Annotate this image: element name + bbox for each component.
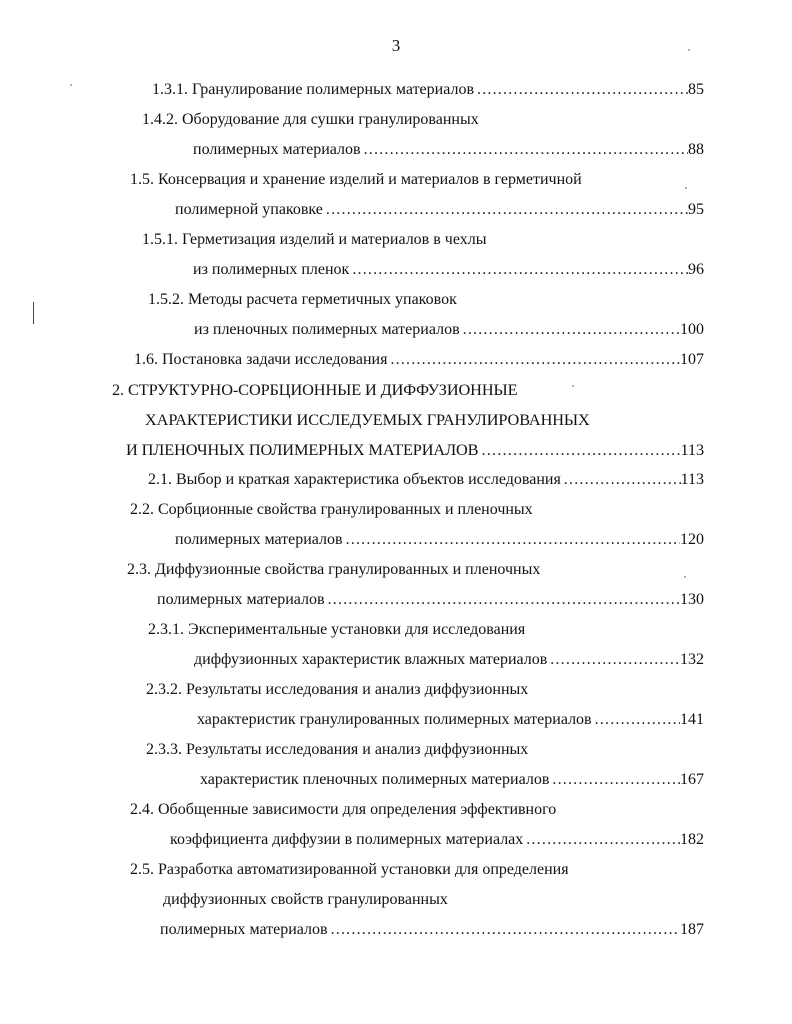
leader-dots bbox=[474, 78, 688, 102]
scan-speck bbox=[70, 84, 72, 86]
toc-entry[interactable] bbox=[142, 228, 486, 252]
toc-entry-title: диффузионных характеристик влажных материалов bbox=[194, 651, 548, 668]
scan-speck bbox=[684, 576, 686, 578]
toc-entry[interactable] bbox=[175, 198, 704, 222]
toc-entry-title: 1.5.1. Герметизация изделий и материалов в чехлы bbox=[142, 231, 487, 248]
toc-entry-title: полимерных материалов bbox=[160, 921, 328, 938]
toc-entry-title: полимерных материалов bbox=[193, 141, 361, 158]
toc-entry-page: 141 bbox=[680, 711, 704, 728]
toc-entry-title: полимерной упаковке bbox=[175, 201, 323, 218]
leader-dots bbox=[328, 918, 680, 942]
scan-speck bbox=[572, 385, 574, 387]
toc-entry-title: 1.6. Постановка задачи исследования bbox=[134, 351, 388, 368]
toc-entry[interactable] bbox=[146, 738, 528, 762]
toc-entry-page: 182 bbox=[680, 831, 704, 848]
leader-dots bbox=[361, 138, 688, 162]
toc-entry-title: 2.2. Сорбционные свойства гранулированных и пленочных bbox=[130, 501, 533, 518]
leader-dots bbox=[387, 348, 680, 372]
toc-entry-title: 1.4.2. Оборудование для сушки гранулированных bbox=[142, 111, 479, 128]
page-number: 3 bbox=[391, 36, 401, 55]
toc-entry[interactable] bbox=[170, 828, 704, 852]
toc-chapter-heading[interactable] bbox=[126, 438, 704, 462]
toc-entry[interactable] bbox=[194, 648, 704, 672]
toc-entry-title: И ПЛЕНОЧНЫХ ПОЛИМЕРНЫХ МАТЕРИАЛОВ bbox=[126, 440, 479, 459]
toc-entry-page: 132 bbox=[680, 651, 704, 668]
toc-entry-title: 2.4. Обобщенные зависимости для определения эффективного bbox=[130, 801, 557, 818]
toc-entry-page: 96 bbox=[688, 261, 704, 278]
toc-entry-title: полимерных материалов bbox=[175, 531, 343, 548]
toc-entry[interactable] bbox=[175, 528, 704, 552]
toc-entry-title: 1.5. Консервация и хранение изделий и материалов в герметичной bbox=[130, 171, 582, 188]
leader-dots bbox=[460, 318, 680, 342]
toc-entry-title: коэффициента диффузии в полимерных материалах bbox=[170, 831, 524, 848]
leader-dots bbox=[549, 768, 680, 792]
toc-chapter-heading[interactable] bbox=[145, 408, 590, 432]
scan-speck bbox=[685, 187, 687, 189]
toc-entry[interactable] bbox=[193, 258, 704, 282]
toc-entry-title: 2.3.2. Результаты исследования и анализ диффузионных bbox=[146, 681, 529, 698]
leader-dots bbox=[323, 198, 688, 222]
toc-entry[interactable] bbox=[142, 108, 479, 132]
toc-entry-title: характеристик пленочных полимерных материалов bbox=[200, 771, 550, 788]
toc-entry-title: ХАРАКТЕРИСТИКИ ИССЛЕДУЕМЫХ ГРАНУЛИРОВАННЫХ bbox=[145, 410, 590, 429]
leader-dots bbox=[592, 708, 680, 732]
toc-entry[interactable] bbox=[134, 348, 704, 372]
leader-dots bbox=[547, 648, 680, 672]
toc-entry-title: 2.3.3. Результаты исследования и анализ диффузионных bbox=[146, 741, 529, 758]
toc-entry-title: 1.3.1. Гранулирование полимерных материалов bbox=[152, 81, 474, 98]
toc-entry-title: 1.5.2. Методы расчета герметичных упаковок bbox=[148, 291, 457, 308]
toc-entry[interactable] bbox=[148, 618, 525, 642]
toc-entry-title: из пленочных полимерных материалов bbox=[194, 321, 460, 338]
toc-entry[interactable] bbox=[130, 858, 569, 882]
scan-speck bbox=[688, 49, 690, 51]
leader-dots bbox=[325, 588, 680, 612]
toc-entry-title: из полимерных пленок bbox=[193, 261, 350, 278]
toc-chapter-heading[interactable] bbox=[112, 378, 517, 402]
toc-entry-page: 107 bbox=[680, 351, 704, 368]
toc-entry-page: 120 bbox=[680, 531, 704, 548]
toc-entry-page: 130 bbox=[680, 591, 704, 608]
toc-entry-title: 2. СТРУКТУРНО-СОРБЦИОННЫЕ И ДИФФУЗИОННЫЕ bbox=[112, 380, 518, 399]
toc-entry-page: 113 bbox=[680, 440, 704, 459]
toc-entry-page: 85 bbox=[688, 81, 704, 98]
toc-entry-page: 95 bbox=[688, 201, 704, 218]
toc-entry[interactable] bbox=[163, 888, 448, 912]
leader-dots bbox=[478, 438, 680, 462]
leader-dots bbox=[523, 828, 680, 852]
toc-entry[interactable] bbox=[193, 138, 704, 162]
margin-mark bbox=[33, 302, 34, 324]
toc-entry[interactable] bbox=[146, 678, 528, 702]
toc-entry[interactable] bbox=[157, 588, 704, 612]
toc-entry[interactable] bbox=[130, 498, 533, 522]
toc-entry[interactable] bbox=[160, 918, 704, 942]
toc-entry-page: 100 bbox=[680, 321, 704, 338]
toc-entry[interactable] bbox=[130, 798, 556, 822]
toc-entry-title: 2.3.1. Экспериментальные установки для исследования bbox=[148, 621, 526, 638]
toc-entry[interactable] bbox=[130, 168, 582, 192]
toc-entry[interactable] bbox=[148, 468, 704, 492]
toc-entry-page: 167 bbox=[680, 771, 704, 788]
leader-dots bbox=[343, 528, 680, 552]
toc-entry-page: 113 bbox=[680, 471, 704, 488]
toc-entry[interactable] bbox=[200, 768, 704, 792]
toc-entry-page: 187 bbox=[680, 921, 704, 938]
toc-entry[interactable] bbox=[127, 558, 540, 582]
toc-entry[interactable] bbox=[148, 288, 457, 312]
toc-entry[interactable] bbox=[197, 708, 704, 732]
leader-dots bbox=[349, 258, 688, 282]
toc-entry-title: 2.3. Диффузионные свойства гранулированных и пленочных bbox=[127, 561, 541, 578]
toc-entry[interactable] bbox=[194, 318, 704, 342]
toc-entry-title: 2.5. Разработка автоматизированной установки для определения bbox=[130, 861, 569, 878]
toc-entry[interactable] bbox=[152, 78, 704, 102]
toc-entry-title: полимерных материалов bbox=[157, 591, 325, 608]
toc-entry-title: 2.1. Выбор и краткая характеристика объектов исследования bbox=[148, 471, 561, 488]
toc-entry-title: характеристик гранулированных полимерных материалов bbox=[197, 711, 592, 728]
toc-entry-page: 88 bbox=[688, 141, 704, 158]
toc-entry-title: диффузионных свойств гранулированных bbox=[163, 891, 448, 908]
leader-dots bbox=[561, 468, 681, 492]
